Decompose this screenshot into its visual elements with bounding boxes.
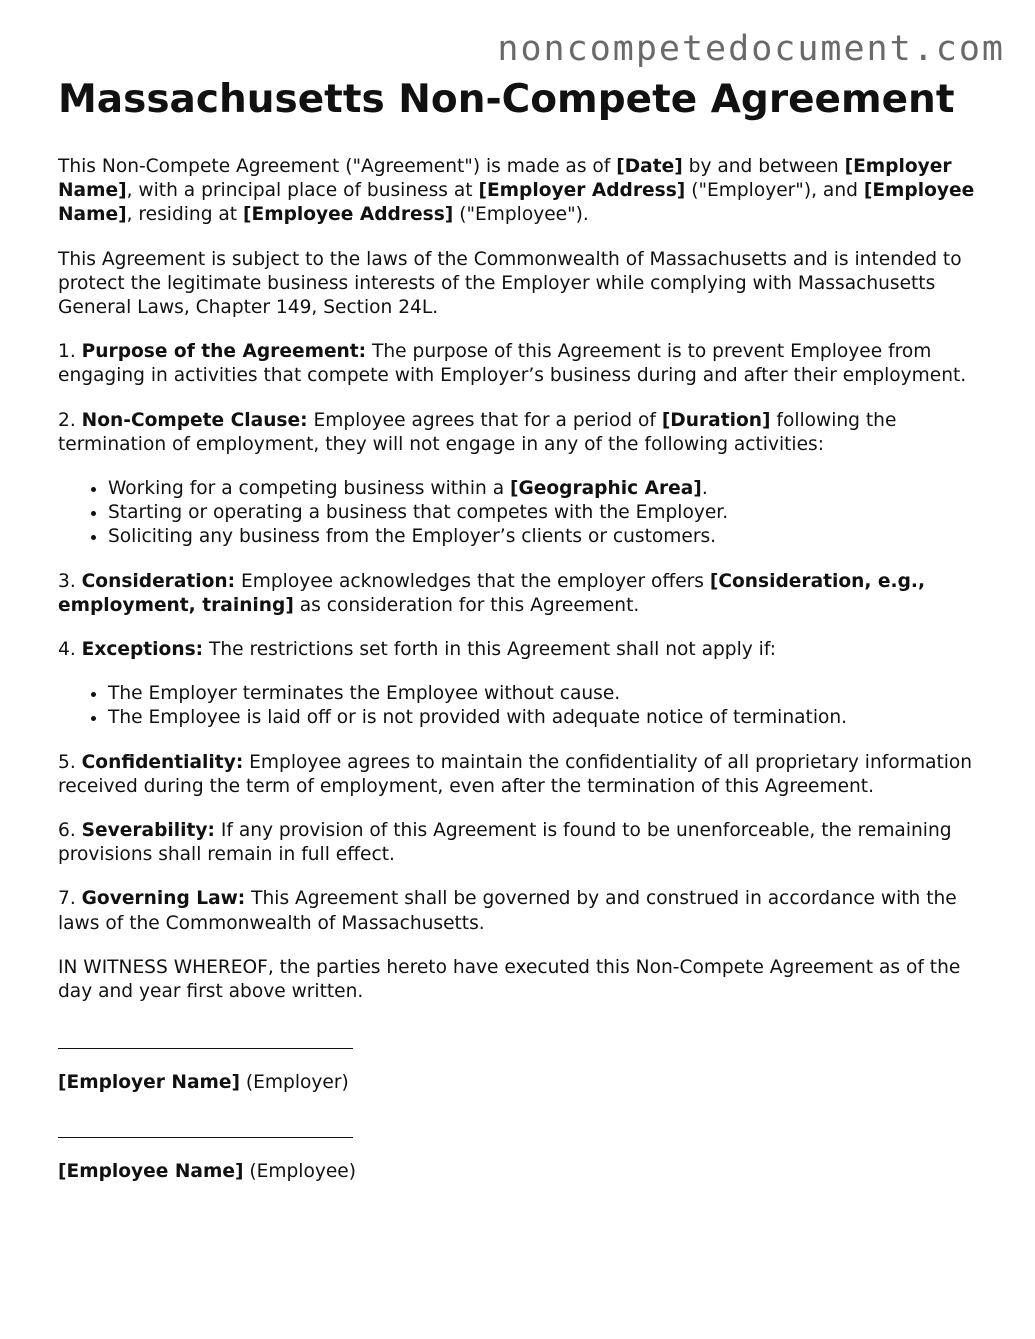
list-item: • The Employer terminates the Employee without cause.	[108, 682, 993, 706]
consideration-placeholder: [Consideration, e.g., employment, training]	[58, 570, 926, 616]
employee-address-placeholder: [Employee Address]	[243, 204, 454, 226]
section-confidentiality: 5. Confidentiality: Employee agrees to maintain the confidentiality of all proprietary information received during the term of employment, even after the termination of this Agreement.	[58, 751, 973, 797]
section-non-compete: 2. Non-Compete Clause: Employee agrees that for a period of [Duration] following the termination of employment, they will not engage in any of the following activities:	[58, 409, 897, 455]
non-compete-activities-list	[58, 477, 993, 550]
geographic-area-placeholder: [Geographic Area]	[510, 478, 702, 500]
section-heading: Non-Compete Clause:	[81, 409, 308, 431]
employee-name-placeholder: [Employee Name]	[58, 180, 975, 226]
watermark-text: noncompetedocument.com	[497, 29, 1005, 69]
section-heading: Purpose of the Agreement:	[81, 341, 367, 363]
list-item: • Starting or operating a business that competes with the Employer.	[108, 501, 993, 525]
section-heading: Governing Law:	[81, 888, 246, 910]
section-governing-law: 7. Governing Law: This Agreement shall be governed by and construed in accordance with the laws of the Commonwealth of Massachusetts.	[58, 888, 957, 934]
section-heading: Consideration:	[81, 570, 236, 592]
section-severability: 6. Severability: If any provision of this Agreement is found to be unenforceable, the remaining provisions shall remain in full effect.	[58, 820, 952, 866]
employer-signature-line	[58, 1048, 353, 1049]
section-heading: Severability:	[81, 820, 215, 842]
employer-signature-name: [Employer Name] (Employer)	[58, 1072, 349, 1094]
date-placeholder: [Date]	[616, 156, 683, 177]
section-purpose: 1. Purpose of the Agreement: The purpose of this Agreement is to prevent Employee from engaging in activities that compete with Employer’s business during and after their employment.	[58, 341, 967, 387]
section-consideration: 3. Consideration: Employee acknowledges that the employer offers [Consideration, e.g., employment, training] as consideration for this Agreement.	[58, 570, 926, 616]
employer-name-placeholder: [Employer Name]	[58, 156, 952, 202]
employer-address-placeholder: [Employer Address]	[478, 180, 686, 202]
document-page	[58, 76, 993, 1185]
section-heading: Exceptions:	[81, 639, 204, 661]
exceptions-list	[58, 682, 993, 730]
section-heading: Confidentiality:	[81, 751, 244, 773]
employee-signature-line	[58, 1137, 353, 1138]
witness-paragraph: IN WITNESS WHEREOF, the parties hereto have executed this Non-Compete Agreement as of the day and year first above written.	[58, 956, 961, 1003]
law-paragraph: This Agreement is subject to the laws of the Commonwealth of Massachusetts and is intended to protect the legitimate business interests of the Employer while complying with Massachusetts General Laws, Chapter 149, Section 24L.	[58, 248, 962, 319]
section-exceptions: 4. Exceptions: The restrictions set forth in this Agreement shall not apply if:	[58, 639, 776, 661]
list-item: • The Employee is laid off or is not provided with adequate notice of termination.	[108, 706, 993, 730]
document-title: Massachusetts Non-Compete Agreement	[58, 77, 955, 122]
employee-signature-name: [Employee Name] (Employee)	[58, 1161, 356, 1183]
intro-paragraph: This Non-Compete Agreement ("Agreement") is made as of [Date] by and between [Employer Name], with a principal place of business at [Employer Address] ("Employer"), and [Employee Name], residing at [Employee Address] ("Employee").	[58, 156, 975, 226]
duration-placeholder: [Duration]	[661, 409, 771, 431]
list-item: • Soliciting any business from the Employer’s clients or customers.	[108, 525, 993, 549]
list-item: • Working for a competing business within a [Geographic Area].	[108, 477, 993, 501]
